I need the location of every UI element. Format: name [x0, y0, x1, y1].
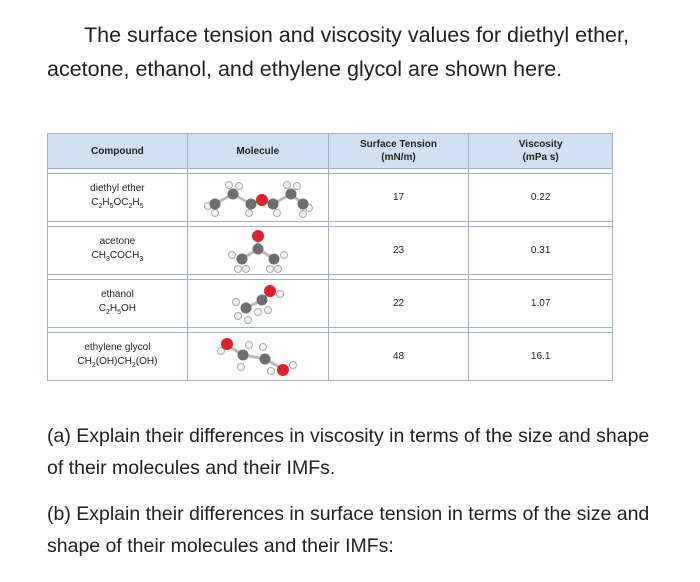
- molecule-cell: [187, 333, 328, 381]
- viscosity-cell: 1.07: [469, 280, 613, 328]
- question-b: (b) Explain their differences in surface tension in terms of the size and shape of their molecules and their IMFs:: [47, 503, 650, 557]
- surface-tension-cell: 48: [328, 333, 469, 381]
- table-header-row: [48, 134, 613, 169]
- molecule-cell: [187, 280, 328, 328]
- compound-formula: $CH_2(OH)CH_2(OH)$: [77, 355, 158, 369]
- table-row: [48, 227, 613, 275]
- ethylene-glycol-molecule-model: [213, 335, 303, 379]
- compound-cell: [48, 333, 188, 381]
- viscosity-cell: 0.22: [469, 174, 613, 222]
- surface-tension-cell: 23: [328, 227, 469, 275]
- surface-tension-cell: 17: [328, 174, 469, 222]
- header-surface-tension: [328, 134, 469, 169]
- compound-formula: $CH_3COCH_3$: [91, 249, 144, 263]
- compound-name: acetone: [99, 235, 136, 247]
- intro-paragraph: [47, 18, 647, 86]
- surface-tension-cell: 22: [328, 280, 469, 328]
- compound-cell: [48, 280, 188, 328]
- table-row: [48, 333, 613, 381]
- header-surface-tension-label: Surface Tension: [359, 139, 438, 150]
- header-surface-tension-unit: (mN/m): [381, 152, 416, 163]
- molecule-cell: [187, 174, 328, 222]
- header-viscosity-label: Viscosity: [518, 139, 563, 150]
- table-row: [48, 174, 613, 222]
- header-compound: Compound: [48, 134, 188, 169]
- compound-formula: $C_2H_5OC_2H_5$: [91, 196, 144, 210]
- compound-cell: [48, 227, 188, 275]
- properties-table: [47, 133, 613, 381]
- diethyl-ether-molecule-model: [203, 178, 313, 218]
- intro-text: The surface tension and viscosity values for diethyl ether, acetone, ethanol, and ethylene glycol are shown here.: [47, 23, 629, 81]
- molecule-cell: [187, 227, 328, 275]
- compound-name: ethylene glycol: [84, 341, 151, 353]
- header-viscosity-unit: (mPa s): [522, 152, 559, 163]
- viscosity-cell: 16.1: [469, 333, 613, 381]
- compound-name: diethyl ether: [90, 182, 145, 194]
- compound-cell: [48, 174, 188, 222]
- table-row: [48, 280, 613, 328]
- header-viscosity: [469, 134, 613, 169]
- viscosity-cell: 0.31: [469, 227, 613, 275]
- compound-name: ethanol: [100, 288, 134, 300]
- acetone-molecule-model: [218, 229, 298, 273]
- header-molecule: Molecule: [187, 134, 328, 169]
- ethanol-molecule-model: [218, 282, 298, 326]
- question-a: (a) Explain their differences in viscosity in terms of the size and shape of their molecules and their IMFs.: [47, 425, 650, 479]
- compound-formula: $C_2H_5OH$: [98, 302, 137, 316]
